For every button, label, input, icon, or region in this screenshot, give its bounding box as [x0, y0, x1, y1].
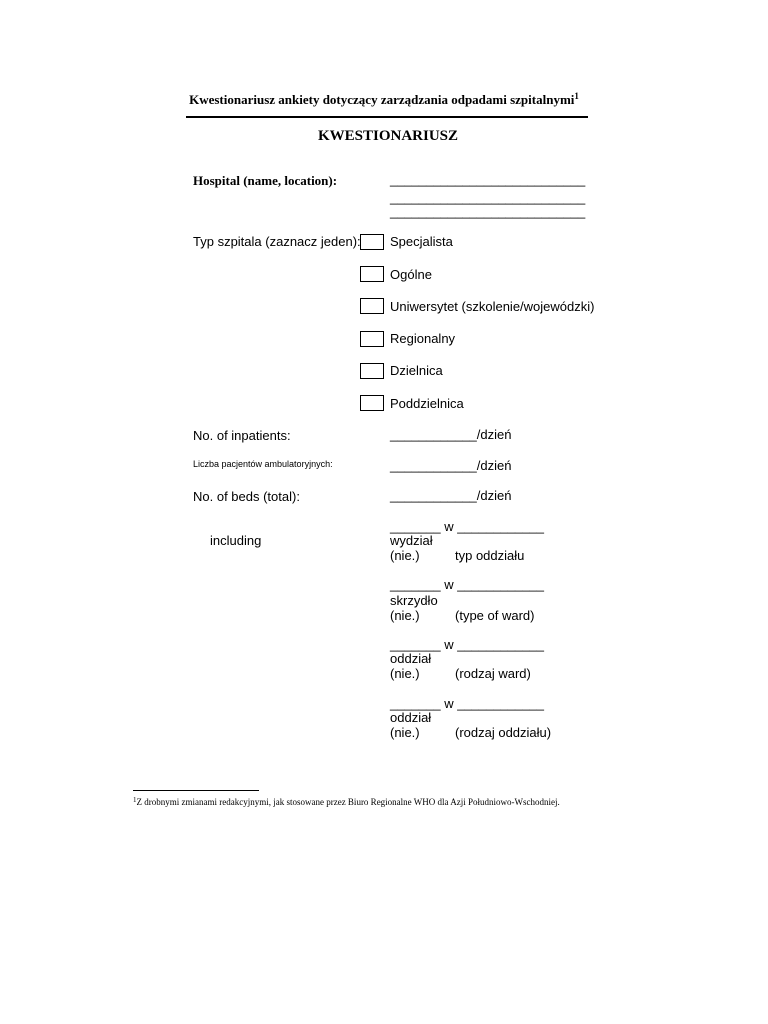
ward-group-1-count-hint: (nie.) — [390, 548, 420, 563]
outpatients-field[interactable]: ____________/dzień — [390, 458, 512, 473]
hospital-line-1[interactable]: ___________________________ — [390, 172, 586, 187]
beds-field[interactable]: ____________/dzień — [390, 488, 512, 503]
hospital-line-3[interactable]: ___________________________ — [390, 204, 586, 219]
ward-group-1-line[interactable]: _______ w ____________ — [390, 519, 544, 534]
ward-group-2-count-hint: (nie.) — [390, 608, 420, 623]
type-checkbox-specjalista[interactable] — [360, 234, 384, 250]
inpatients-field[interactable]: ____________/dzień — [390, 427, 512, 442]
type-checkbox-regionalny[interactable] — [360, 331, 384, 347]
ward-group-4-line[interactable]: _______ w ____________ — [390, 696, 544, 711]
ward-group-1-unit: wydział — [390, 533, 433, 548]
footnote-text: Z drobnymi zmianami redakcyjnymi, jak stosowane przez Biuro Regionalne WHO dla Azji Południowo-Wschodniej. — [136, 797, 560, 807]
type-checkbox-poddzielnica[interactable] — [360, 395, 384, 411]
hospital-label: Hospital (name, location): — [193, 173, 338, 188]
ward-group-3-count-hint: (nie.) — [390, 666, 420, 681]
ward-group-3-type-hint: (rodzaj ward) — [455, 666, 531, 681]
beds-label: No. of beds (total): — [193, 489, 300, 504]
type-option-regionalny: Regionalny — [390, 331, 456, 346]
page-title: KWESTIONARIUSZ — [317, 128, 459, 144]
type-checkbox-ogolne[interactable] — [360, 266, 384, 282]
type-option-specjalista: Specjalista — [390, 234, 453, 249]
ward-group-3-line[interactable]: _______ w ____________ — [390, 637, 544, 652]
header-rule — [186, 116, 588, 118]
ward-group-2-unit: skrzydło — [390, 593, 438, 608]
header-footnote-marker: 1 — [574, 91, 579, 101]
hospital-type-label: Typ szpitala (zaznacz jeden): — [193, 234, 361, 249]
type-option-poddzielnica: Poddzielnica — [390, 396, 464, 411]
footnote-rule — [133, 790, 259, 791]
footnote-marker: 1 — [133, 796, 137, 804]
type-checkbox-dzielnica[interactable] — [360, 363, 384, 379]
including-label: including — [210, 533, 262, 548]
ward-group-2-line[interactable]: _______ w ____________ — [390, 577, 544, 592]
ward-group-2-type-hint: (type of ward) — [455, 608, 535, 623]
type-option-uniwersytet: Uniwersytet (szkolenie/wojewódzki) — [390, 299, 595, 314]
header-text: Kwestionariusz ankiety dotyczący zarządzania odpadami szpitalnymi — [189, 92, 575, 107]
outpatients-label: Liczba pacjentów ambulatoryjnych: — [193, 459, 333, 469]
ward-group-4-count-hint: (nie.) — [390, 725, 420, 740]
type-option-dzielnica: Dzielnica — [390, 363, 443, 378]
inpatients-label: No. of inpatients: — [193, 428, 291, 443]
ward-group-4-unit: oddział — [390, 710, 432, 725]
ward-group-3-unit: oddział — [390, 651, 432, 666]
ward-group-4-type-hint: (rodzaj oddziału) — [455, 725, 552, 740]
type-option-ogolne: Ogólne — [390, 267, 432, 282]
hospital-line-2[interactable]: ___________________________ — [390, 190, 586, 205]
footnote — [133, 796, 560, 807]
document-header — [0, 91, 768, 108]
type-checkbox-uniwersytet[interactable] — [360, 298, 384, 314]
ward-group-1-type-hint: typ oddziału — [455, 548, 525, 563]
